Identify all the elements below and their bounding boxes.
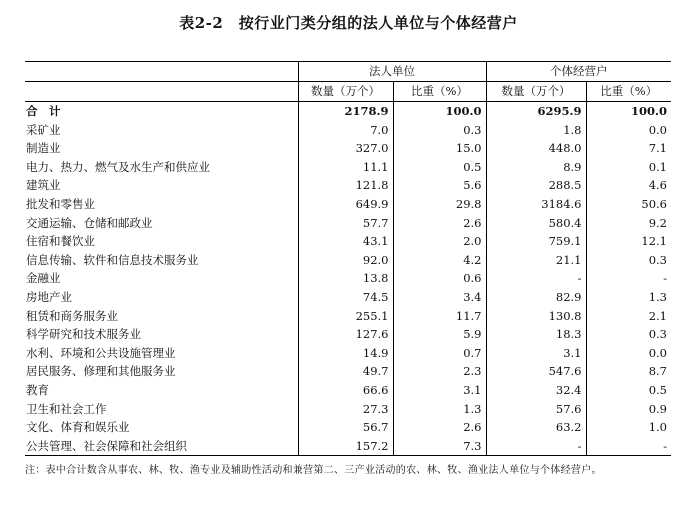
- ind-share-cell: 0.5: [586, 381, 671, 400]
- table-row: [25, 195, 671, 214]
- legal-count-cell: 57.7: [298, 214, 393, 233]
- ind-count-cell: 3184.6: [486, 195, 586, 214]
- legal-count-cell: 49.7: [298, 362, 393, 381]
- legal-share-cell: 0.7: [393, 344, 486, 363]
- header-row-groups: [25, 62, 671, 82]
- table-row: [25, 269, 671, 288]
- ind-count-cell: 3.1: [486, 344, 586, 363]
- ind-share-cell: 0.1: [586, 158, 671, 177]
- legal-share-cell: 0.6: [393, 269, 486, 288]
- table-row: [25, 232, 671, 251]
- table-title: 表2-2 按行业门类分组的法人单位与个体经营户: [179, 14, 518, 32]
- legal-share-cell: 11.7: [393, 307, 486, 326]
- table-row: [25, 400, 671, 419]
- ind-share-cell: 1.3: [586, 288, 671, 307]
- ind-share-cell: 0.3: [586, 251, 671, 270]
- industry-name-cell: 批发和零售业: [26, 196, 95, 211]
- table-row: [25, 325, 671, 344]
- legal-count-cell: 121.8: [298, 176, 393, 195]
- table-row: [25, 437, 671, 456]
- industry-name-cell: 卫生和社会工作: [26, 401, 107, 416]
- industry-name-cell: 水利、环境和公共设施管理业: [26, 345, 176, 360]
- industry-name-cell: 房地产业: [26, 289, 72, 304]
- legal-share-cell: 1.3: [393, 400, 486, 419]
- legal-count-cell: 56.7: [298, 418, 393, 437]
- ind-share-cell: 9.2: [586, 214, 671, 233]
- ind-share-cell: 1.0: [586, 418, 671, 437]
- legal-share-cell: 2.6: [393, 214, 486, 233]
- table-row: [25, 288, 671, 307]
- header-legal-count: 数量（万个）: [298, 82, 393, 102]
- table-row: [25, 362, 671, 381]
- legal-count-cell: 157.2: [298, 437, 393, 456]
- header-individual-households: 个体经营户: [486, 62, 671, 82]
- ind-share-cell: 12.1: [586, 232, 671, 251]
- industry-name-cell: 合 计: [26, 104, 61, 118]
- industry-name-cell: 教育: [26, 382, 49, 397]
- legal-count-cell: 327.0: [298, 139, 393, 158]
- industry-name-cell: 文化、体育和娱乐业: [26, 420, 130, 435]
- ind-count-cell: 82.9: [486, 288, 586, 307]
- legal-share-cell: 29.8: [393, 195, 486, 214]
- ind-share-cell: 8.7: [586, 362, 671, 381]
- legal-count-cell: 649.9: [298, 195, 393, 214]
- legal-count-cell: 2178.9: [298, 102, 393, 121]
- ind-count-cell: 288.5: [486, 176, 586, 195]
- industry-name-cell: 交通运输、仓储和邮政业: [26, 215, 153, 230]
- ind-share-cell: -: [586, 269, 671, 288]
- ind-count-cell: 63.2: [486, 418, 586, 437]
- ind-count-cell: -: [486, 269, 586, 288]
- footnote: 注：表中合计数含从事农、林、牧、渔专业及辅助性活动和兼营第二、三产业活动的农、林、牧、渔业法人单位与个体经营户。: [25, 465, 602, 476]
- table-row: [25, 121, 671, 140]
- header-legal-share: 比重（%）: [393, 82, 486, 102]
- header-legal-units: 法人单位: [298, 62, 486, 82]
- ind-share-cell: 50.6: [586, 195, 671, 214]
- legal-share-cell: 0.5: [393, 158, 486, 177]
- industry-name-cell: 租赁和商务服务业: [26, 308, 118, 323]
- ind-share-cell: 2.1: [586, 307, 671, 326]
- legal-count-cell: 74.5: [298, 288, 393, 307]
- legal-share-cell: 2.6: [393, 418, 486, 437]
- ind-share-cell: 0.3: [586, 325, 671, 344]
- ind-count-cell: 8.9: [486, 158, 586, 177]
- legal-count-cell: 7.0: [298, 121, 393, 140]
- legal-count-cell: 13.8: [298, 269, 393, 288]
- legal-count-cell: 255.1: [298, 307, 393, 326]
- ind-share-cell: -: [586, 437, 671, 456]
- table-row: [25, 307, 671, 326]
- industry-name-cell: 住宿和餐饮业: [26, 234, 95, 249]
- ind-share-cell: 0.0: [586, 121, 671, 140]
- header-blank-2: [25, 82, 298, 102]
- legal-share-cell: 5.6: [393, 176, 486, 195]
- legal-share-cell: 0.3: [393, 121, 486, 140]
- legal-share-cell: 15.0: [393, 139, 486, 158]
- legal-share-cell: 3.4: [393, 288, 486, 307]
- legal-share-cell: 3.1: [393, 381, 486, 400]
- ind-count-cell: 547.6: [486, 362, 586, 381]
- industry-name-cell: 科学研究和技术服务业: [26, 327, 141, 342]
- industry-name-cell: 信息传输、软件和信息技术服务业: [26, 252, 199, 267]
- legal-share-cell: 7.3: [393, 437, 486, 456]
- header-row-columns: [25, 82, 671, 102]
- ind-count-cell: 6295.9: [486, 102, 586, 121]
- table-row: [25, 158, 671, 177]
- legal-count-cell: 127.6: [298, 325, 393, 344]
- table-row: [25, 176, 671, 195]
- ind-count-cell: 580.4: [486, 214, 586, 233]
- ind-count-cell: 21.1: [486, 251, 586, 270]
- ind-share-cell: 0.0: [586, 344, 671, 363]
- industry-name-cell: 制造业: [26, 141, 61, 156]
- table-row: [25, 139, 671, 158]
- industry-name-cell: 电力、热力、燃气及水生产和供应业: [26, 159, 210, 174]
- ind-count-cell: -: [486, 437, 586, 456]
- ind-count-cell: 18.3: [486, 325, 586, 344]
- legal-share-cell: 2.0: [393, 232, 486, 251]
- industry-name-cell: 建筑业: [26, 178, 61, 193]
- ind-share-cell: 100.0: [586, 102, 671, 121]
- legal-share-cell: 100.0: [393, 102, 486, 121]
- legal-count-cell: 27.3: [298, 400, 393, 419]
- table-row: [25, 381, 671, 400]
- ind-count-cell: 32.4: [486, 381, 586, 400]
- table-row: [25, 251, 671, 270]
- legal-count-cell: 14.9: [298, 344, 393, 363]
- ind-count-cell: 130.8: [486, 307, 586, 326]
- total-row: [25, 102, 671, 121]
- ind-share-cell: 7.1: [586, 139, 671, 158]
- ind-count-cell: 759.1: [486, 232, 586, 251]
- ind-count-cell: 1.8: [486, 121, 586, 140]
- legal-count-cell: 43.1: [298, 232, 393, 251]
- table-body: [25, 102, 671, 456]
- data-table: [25, 61, 671, 456]
- header-ind-count: 数量（万个）: [486, 82, 586, 102]
- industry-name-cell: 公共管理、社会保障和社会组织: [25, 437, 298, 456]
- legal-count-cell: 66.6: [298, 381, 393, 400]
- table-row: [25, 344, 671, 363]
- legal-share-cell: 2.3: [393, 362, 486, 381]
- ind-count-cell: 448.0: [486, 139, 586, 158]
- legal-count-cell: 92.0: [298, 251, 393, 270]
- table-row: [25, 214, 671, 233]
- legal-share-cell: 4.2: [393, 251, 486, 270]
- ind-share-cell: 0.9: [586, 400, 671, 419]
- header-ind-share: 比重（%）: [586, 82, 671, 102]
- industry-name-cell: 采矿业: [26, 122, 61, 137]
- ind-share-cell: 4.6: [586, 176, 671, 195]
- ind-count-cell: 57.6: [486, 400, 586, 419]
- table-row: [25, 418, 671, 437]
- industry-name-cell: 金融业: [26, 271, 61, 286]
- industry-name-cell: 居民服务、修理和其他服务业: [26, 364, 176, 379]
- legal-share-cell: 5.9: [393, 325, 486, 344]
- header-blank: [25, 62, 298, 82]
- legal-count-cell: 11.1: [298, 158, 393, 177]
